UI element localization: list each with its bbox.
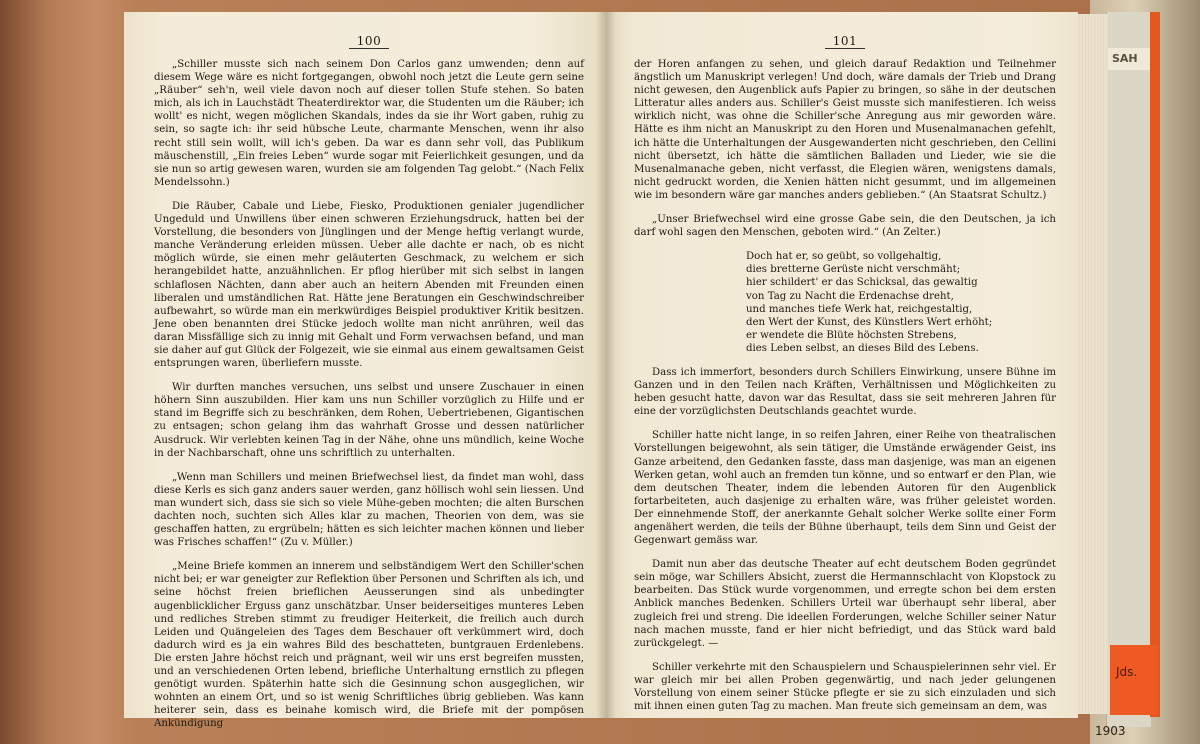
left-paragraph-3: Wir durften manches versuchen, uns selbst und unsere Zuschauer in einen höhern Sinn auszubilden. Hier kam uns nun Schiller vorzüglich zu Hilfe und er stand im Begriffe sich zu beschränken, dem Rohen, Uebertriebenen, Gigantischen zu entsagen; schon gelang ihm das wahrhaft Grosse und dessen natürlicher Ausdruck. Wir verlebten keinen Tag in der Nähe, ohne uns mündlich, keine Woche in der Nachbarschaft, ohne uns schriftlich zu unterhalten. <box>154 382 584 459</box>
right-paragraph-2: „Unser Briefwechsel wird eine grosse Gabe sein, die den Deutschen, ja ich darf wohl sagen den Menschen, geboten wird.“ (An Zelter.) <box>634 214 1056 239</box>
left-paragraph-5: „Meine Briefe kommen an innerem und selbständigem Wert den Schiller'schen nicht bei; er war geneigter zur Reflektion über Personen und Schriften als ich, und seine höchst freien brieflichen Aeusserungen sind als unbedingter augenblicklicher Erguss ganz unschätzbar. Unser beiderseitiges munteres Leben und redliches Streben stimmt zu freudiger Heiterkeit, die freilich auch durch Leiden und Quängeleien des Tages dem Beschauer oft verkümmert wird, doch dadurch wird es ja ein wahres Bild des beschatteten, buntgrauen Erdenlebens. Die ersten Jahre höchst reich und prägnant, weil wir uns erst begreifen mussten, und an verschiedenen Orten lebend, briefliche Unterhaltung ernstlich zu pflegen genötigt wurden. Späterhin hatte sich die Gesinnung schon ausgeglichen, wir wohnten an einem Ort, und so ist wenig Schriftliches übrig geblieben. Was kann heiterer sein, dass es beinahe komisch wird, die Briefe mit der pompösen Ankündigung <box>154 561 584 730</box>
verse-line: und manches tiefe Werk hat, reichgestaltig, <box>746 303 973 315</box>
page-fore-edge <box>1078 14 1108 714</box>
page-number-left: 100 <box>154 34 584 48</box>
page-number-right: 101 <box>634 34 1056 48</box>
left-page <box>124 12 606 730</box>
year-fragment: 1903 <box>1095 724 1126 738</box>
right-paragraph-3: Dass ich immerfort, besonders durch Schillers Einwirkung, unsere Bühne im Ganzen und in den Teilen nach Kräften, Verhältnissen und Möglichkeiten zu heben gesucht hatte, davon war das Resultat, dass sie seit mehreren Jahren für eine der vorzüglichsten Deutschlands geachtet wurde. <box>634 366 1056 418</box>
left-paragraph-4: „Wenn man Schillers und meinen Briefwechsel liest, da findet man wohl, dass diese Kerls es sich ganz anders sauer werden, ganz höllisch wohl sein liessen. Und man wundert sich, dass sie sich so viele Mühe-geben mochten; die alten Burschen dachten noch, suchten sich Alles klar zu machen, Theorien von dem, was sie geschaffen hatten, zu ergrübeln; hätten es sich leichter machen können und lieber was Frisches schaffen!“ (Zu v. Müller.) <box>154 471 584 549</box>
right-paragraph-4: Schiller hatte nicht lange, in so reifen Jahren, einer Reihe von theatralischen Vorstellungen beigewohnt, als sein tätiger, die Umstände erwägender Geist, ins Ganze arbeitend, den Gedanken fasste, dass man dasjenige, was man an eigenen Werken getan, wohl auch an fremden tun könne, und so entwarf er den Plan, wie dem deutschen Theater, indem die lebenden Autoren für den Augenblick fortarbeiteten, auch dasjenige zu erhalten wäre, was früher geleistet worden. Der einnehmende Stoff, der anerkannte Gehalt solcher Werke sollte einer Form angenähert werden, die teils der Bühne überhaupt, teils dem Sinn und Geist der Gegenwart gemäss war. <box>634 430 1056 547</box>
book-gutter <box>596 12 616 718</box>
verse-line: hier schildert' er das Schicksal, das gewaltig <box>746 277 978 289</box>
paper-slip <box>1106 12 1151 727</box>
orange-divider <box>1150 12 1160 717</box>
verse-line: dies bretterne Gerüste nicht verschmäht; <box>746 264 961 276</box>
left-paragraph-2: Die Räuber, Cabale und Liebe, Fiesko, Produktionen genialer jugendlicher Ungeduld und Unwillens über einen schweren Erziehungsdruck, hatten bei der Vorstellung, die besonders von Jünglingen und der Menge heftig verlangt wurde, manche Veränderung erleiden müssen. Ueber alle dachte er nach, ob es nicht möglich würde, sie einen mehr geläuterten Geschmack, zu welchem er sich herangebildet hatte, anzuähnlichen. Er pflog hierüber mit sich selbst in langen schlaflosen Nächten, dann aber auch an heitern Abenden mit Freunden einen liberalen und umständlichen Rat. Hätte jene Beratungen ein Geschwindschreiber aufbewahrt, so würde man ein merkwürdiges Beispiel produktiver Kritik besitzen. Jene oben benannten drei Stücke jedoch wollte man nicht anrühren, weil das daran Missfällige sich zu innig mit Gehalt und Form verwachsen befand, und man sie daher auf gut Glück der Folgezeit, wie sie einmal aus einem gewaltsamen Geist entsprungen waren, überliefern musste. <box>154 200 584 370</box>
verse-line: dies Leben selbst, an dieses Bild des Lebens. <box>746 342 979 354</box>
left-paragraph-1: „Schiller musste sich nach seinem Don Carlos ganz umwenden; denn auf diesem Wege wäre es nicht fortgegangen, obwohl noch jetzt die Leute gern seine „Räuber“ seh'n, weil viele davon noch auf dieser tollen Stufe stehen. So baten mich, als ich in Lauchstädt Theaterdirektor war, die Studenten um die Räuber; ich wollt' es nicht, wegen möglichen Skandals, indes da sie ihr Wort gaben, ruhig zu sein, so sagte ich: ihr seid hübsche Leute, charmante Menschen, wenn ihr also recht still sein wollt, will ich's geben. Da war es dann sehr voll, das Publikum mäuschenstill, „Ein freies Leben“ wurde sogar mit Feierlichkeit gesungen, und da sie nun so artig gewesen waren, wurden sie am folgenden Tag gelobt.“ (Nach Felix Mendelssohn.) <box>154 59 584 188</box>
right-paragraph-1: der Horen anfangen zu sehen, und gleich darauf Redaktion und Teilnehmer ängstlich um Manuskript verlegen! Und doch, wäre damals der Trieb und Drang nicht gewesen, den Augenblick aufs Papier zu bringen, so sähe in der deutschen Litteratur alles anders aus. Schiller's Geist musste sich manifestieren. Ich weiss wirklich nicht, was ohne die Schiller'sche Anregung aus mir geworden wäre. Hätte es ihm nicht an Manuskript zu den Horen und Musenalmanachen gefehlt, ich hätte die Unterhaltungen der Ausgewanderten nicht geschrieben, den Cellini nicht übersetzt, ich hätte die sämtlichen Balladen und Lieder, wie sie die Musenalmanache geben, nicht verfasst, die Elegien wären, wenigstens damals, nicht gedruckt worden, die Xenien hätten nicht gesummt, und im allgemeinen wie im besondern wäre gar manches anders geblieben.“ (An Staatsrat Schultz.) <box>634 59 1056 201</box>
orange-stamp: Jds. <box>1110 645 1158 715</box>
right-paragraph-5: Damit nun aber das deutsche Theater auf echt deutschem Boden gegründet sein möge, war Schillers Absicht, zuerst die Hermannschlacht von Klopstock zu bearbeiten. Das Stück wurde vorgenommen, und erregte schon bei dem ersten Anblick manches Bedenken. Schillers Urteil war überhaupt sehr liberal, aber zugleich frei und streng. Die ideellen Forderungen, welche Schiller seiner Natur nach machen musste, fand er hier nicht befriedigt, und das Stück ward bald zurückgelegt. — <box>634 559 1056 649</box>
verse-line: er wendete die Blüte höchsten Strebens, <box>746 329 957 341</box>
verse-line: Doch hat er, so geübt, so vollgehaltig, <box>746 251 942 263</box>
right-paragraph-6: Schiller verkehrte mit den Schauspielern und Schauspielerinnen sehr viel. Er war gleich mir bei allen Proben gegenwärtig, und nach jeder gelungenen Vorstellung von einem seiner Stücke pflegte er sie zu sich einzuladen und sich mit ihnen einen guten Tag zu machen. Man freute sich gemeinsam an dem, was <box>634 661 1056 713</box>
right-page <box>606 12 1078 718</box>
slip-label: SAH <box>1108 48 1150 70</box>
verse-line: den Wert der Kunst, des Künstlers Wert erhöht; <box>746 316 993 328</box>
verse-line: von Tag zu Nacht die Erdenachse dreht, <box>746 290 954 302</box>
verse-block <box>746 250 1056 355</box>
